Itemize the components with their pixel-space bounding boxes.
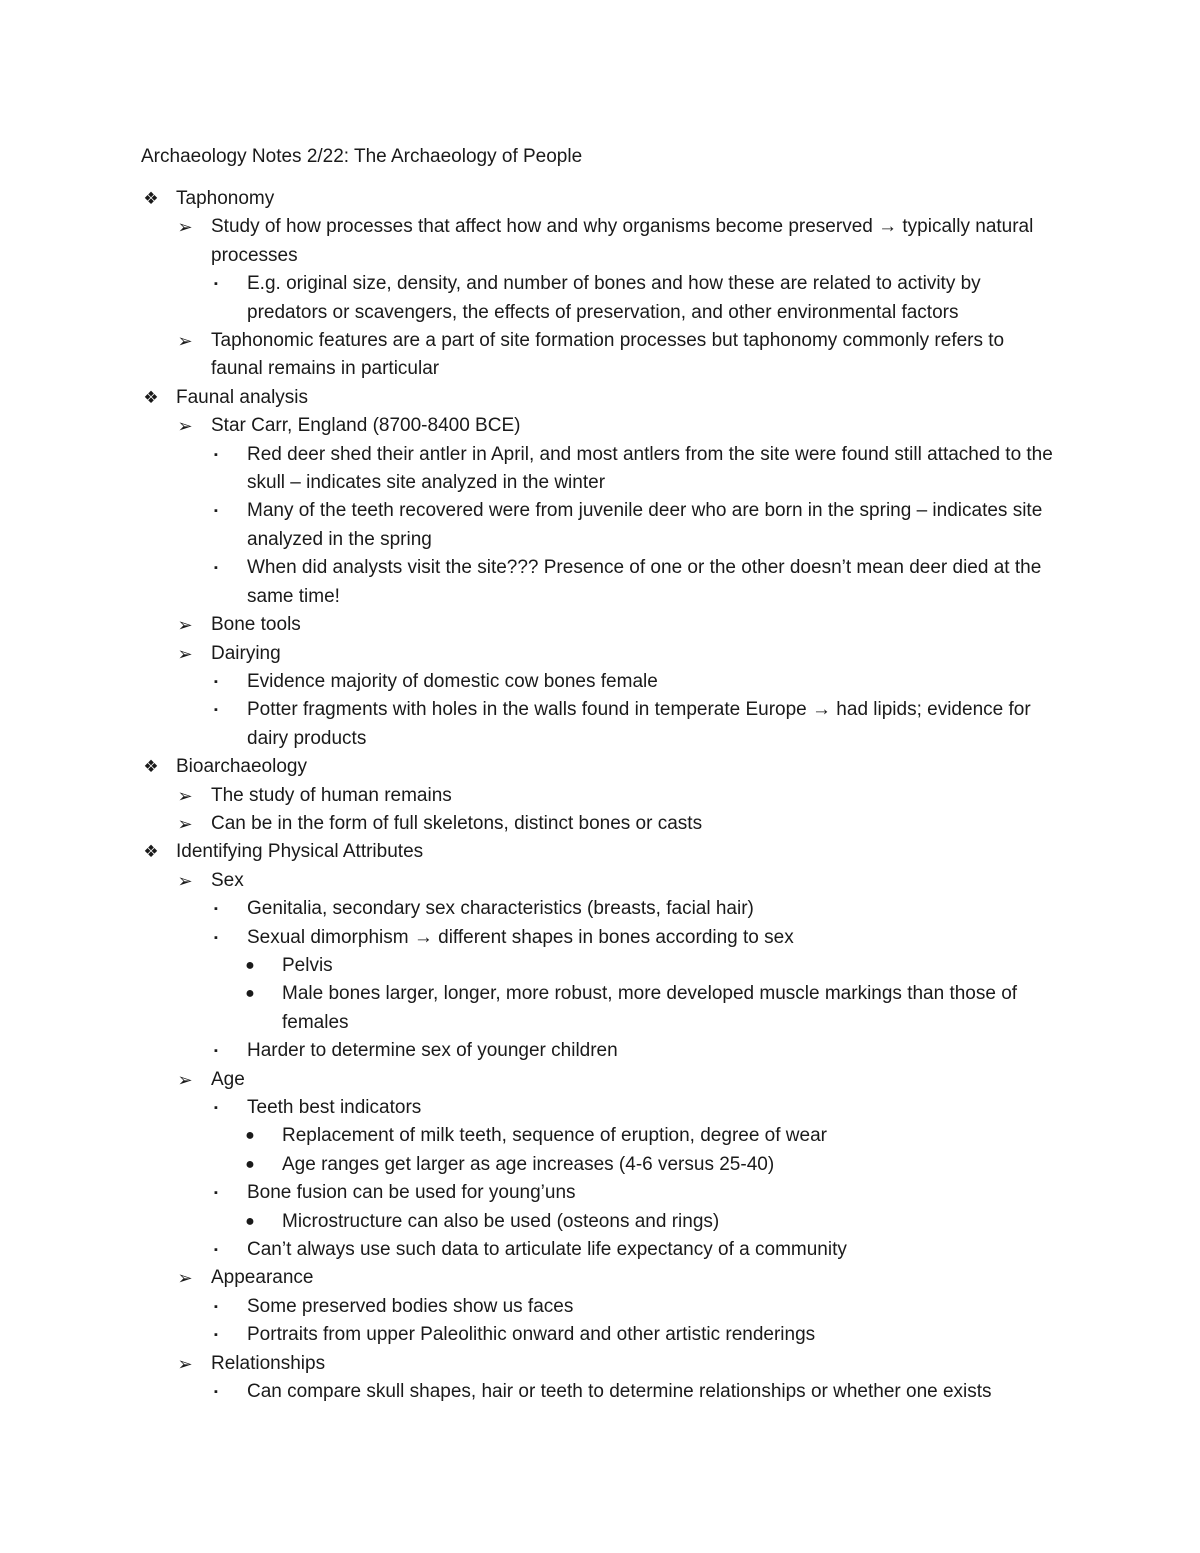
outline-item-text: When did analysts visit the site??? Presence of one or the other doesn’t mean deer died at the same time! bbox=[247, 557, 1042, 607]
square-bullet-icon: ▪ bbox=[214, 562, 218, 575]
outline-item-text: Sexual dimorphism → different shapes in bones according to sex bbox=[247, 926, 794, 948]
outline-item-level-4 bbox=[0, 1151, 1060, 1179]
outline-item-text: Bone fusion can be used for young’uns bbox=[247, 1182, 576, 1204]
outline-item-text: Can be in the form of full skeletons, distinct bones or casts bbox=[211, 812, 703, 834]
round-bullet-icon: ● bbox=[245, 1155, 255, 1173]
outline-item-text: Age ranges get larger as age increases (4-6 versus 25-40) bbox=[282, 1153, 775, 1175]
outline-item-text: Red deer shed their antler in April, and most antlers from the site were found still attached to the skull – indicates site analyzed in the winter bbox=[247, 443, 1053, 494]
outline-item-level-2 bbox=[0, 1264, 1060, 1292]
outline-item-text: Teeth best indicators bbox=[247, 1097, 422, 1118]
square-bullet-icon: ▪ bbox=[214, 1244, 218, 1257]
outline-item-text: Bone tools bbox=[211, 614, 301, 636]
outline-item-level-2 bbox=[0, 1066, 1060, 1094]
outline-item-level-3 bbox=[0, 1321, 1060, 1349]
notes-outline bbox=[0, 185, 1200, 1406]
outline-item-level-2 bbox=[0, 640, 1060, 668]
outline-item-level-2 bbox=[0, 782, 1060, 810]
outline-item-text: Potter fragments with holes in the walls found in temperate Europe → had lipids; evidence for dairy products bbox=[247, 699, 1031, 749]
outline-item-text: Can compare skull shapes, hair or teeth to determine relationships or whether one exists bbox=[247, 1381, 992, 1403]
outline-item-text: Harder to determine sex of younger children bbox=[247, 1040, 618, 1062]
outline-item-text: Relationships bbox=[211, 1352, 326, 1374]
square-bullet-icon: ▪ bbox=[214, 1386, 218, 1399]
outline-item-text: Pelvis bbox=[282, 954, 333, 976]
outline-item-level-3 bbox=[0, 270, 1060, 327]
outline-item-text: Genitalia, secondary sex characteristics (breasts, facial hair) bbox=[247, 898, 754, 920]
outline-item-level-3 bbox=[0, 895, 1060, 923]
outline-item-text: Male bones larger, longer, more robust, more developed muscle markings than those of females bbox=[282, 983, 1018, 1033]
outline-item-text: Microstructure can also be used (osteons and rings) bbox=[282, 1210, 720, 1232]
outline-item-level-1 bbox=[0, 185, 1200, 213]
arrow-bullet-icon: ➢ bbox=[177, 217, 193, 238]
diamond-bullet-icon: ❖ bbox=[143, 189, 159, 208]
outline-item-level-2 bbox=[0, 1350, 1060, 1378]
outline-item-text: Identifying Physical Attributes bbox=[176, 841, 424, 863]
outline-item-text: Taphonomy bbox=[176, 188, 275, 209]
outline-item-text: Evidence majority of domestic cow bones female bbox=[247, 670, 658, 692]
outline-item-text: Appearance bbox=[211, 1267, 314, 1289]
outline-item-text: Dairying bbox=[211, 642, 281, 664]
square-bullet-icon: ▪ bbox=[214, 1045, 218, 1058]
outline-item-text: The study of human remains bbox=[211, 784, 452, 806]
arrow-bullet-icon: ➢ bbox=[177, 331, 193, 352]
outline-item-text: E.g. original size, density, and number of bones and how these are related to activity by predators or scavengers, the effects of preservation, and other environmental factors bbox=[247, 273, 981, 323]
arrow-bullet-icon: ➢ bbox=[177, 1268, 193, 1289]
outline-item-level-3 bbox=[0, 497, 1060, 554]
outline-item-level-3 bbox=[0, 1179, 1060, 1207]
outline-item-level-1 bbox=[0, 384, 1200, 412]
outline-item-level-3 bbox=[0, 1037, 1060, 1065]
outline-item-text: Bioarchaeology bbox=[176, 756, 307, 778]
square-bullet-icon: ▪ bbox=[214, 1300, 218, 1313]
outline-item-level-3 bbox=[0, 668, 1060, 696]
outline-item-level-4 bbox=[0, 952, 1060, 980]
arrow-bullet-icon: ➢ bbox=[177, 870, 193, 891]
outline-item-text: Faunal analysis bbox=[176, 386, 309, 408]
outline-item-level-1 bbox=[0, 753, 1200, 781]
outline-item-level-3 bbox=[0, 924, 1060, 952]
outline-item-level-2 bbox=[0, 810, 1060, 838]
outline-item-level-3 bbox=[0, 1236, 1060, 1264]
diamond-bullet-icon: ❖ bbox=[143, 387, 159, 407]
square-bullet-icon: ▪ bbox=[214, 903, 218, 916]
outline-item-text: Study of how processes that affect how and why organisms become preserved → typically natural processes bbox=[211, 216, 1034, 266]
square-bullet-icon: ▪ bbox=[214, 704, 218, 717]
outline-item-text: Star Carr, England (8700-8400 BCE) bbox=[211, 415, 521, 437]
document-title: Archaeology Notes 2/22: The Archaeology of People bbox=[141, 146, 583, 167]
outline-item-text: Portraits from upper Paleolithic onward and other artistic renderings bbox=[247, 1324, 816, 1346]
outline-item-level-2 bbox=[0, 213, 1060, 270]
diamond-bullet-icon: ❖ bbox=[143, 842, 159, 862]
outline-item-level-4 bbox=[0, 1208, 1060, 1236]
outline-item-level-3 bbox=[0, 1293, 1060, 1321]
diamond-bullet-icon: ❖ bbox=[143, 757, 159, 777]
square-bullet-icon: ▪ bbox=[214, 1187, 218, 1200]
outline-item-text: Some preserved bodies show us faces bbox=[247, 1295, 574, 1317]
square-bullet-icon: ▪ bbox=[214, 1102, 218, 1114]
outline-item-text: Many of the teeth recovered were from juvenile deer who are born in the spring – indicates site analyzed in the spring bbox=[247, 500, 1043, 550]
round-bullet-icon: ● bbox=[245, 1127, 255, 1145]
outline-item-level-3 bbox=[0, 441, 1060, 498]
outline-item-level-3 bbox=[0, 1094, 1060, 1122]
square-bullet-icon: ▪ bbox=[214, 931, 218, 944]
arrow-bullet-icon: ➢ bbox=[177, 785, 193, 806]
square-bullet-icon: ▪ bbox=[214, 448, 218, 461]
outline-item-text: Sex bbox=[211, 869, 244, 891]
outline-item-level-1 bbox=[0, 838, 1200, 866]
arrow-bullet-icon: ➢ bbox=[177, 416, 193, 437]
outline-item-level-3 bbox=[0, 1378, 1060, 1406]
arrow-bullet-icon: ➢ bbox=[177, 1353, 193, 1374]
arrow-bullet-icon: ➢ bbox=[177, 813, 193, 834]
round-bullet-icon: ● bbox=[245, 956, 255, 974]
square-bullet-icon: ▪ bbox=[214, 1329, 218, 1342]
outline-item-text: Replacement of milk teeth, sequence of eruption, degree of wear bbox=[282, 1125, 827, 1147]
square-bullet-icon: ▪ bbox=[214, 505, 218, 518]
arrow-bullet-icon: ➢ bbox=[177, 1069, 193, 1090]
outline-item-text: Age bbox=[211, 1068, 245, 1090]
outline-item-level-4 bbox=[0, 1122, 1060, 1150]
arrow-bullet-icon: ➢ bbox=[177, 643, 193, 664]
outline-item-text: Taphonomic features are a part of site formation processes but taphonomy commonly refers to faunal remains in particular bbox=[211, 330, 1005, 380]
outline-item-level-2 bbox=[0, 327, 1060, 384]
square-bullet-icon: ▪ bbox=[214, 278, 218, 291]
outline-item-level-3 bbox=[0, 696, 1060, 753]
arrow-bullet-icon: ➢ bbox=[177, 615, 193, 636]
outline-item-text: Can’t always use such data to articulate life expectancy of a community bbox=[247, 1239, 847, 1261]
round-bullet-icon: ● bbox=[245, 1212, 255, 1230]
outline-item-level-4 bbox=[0, 980, 1060, 1037]
outline-item-level-2 bbox=[0, 611, 1060, 639]
outline-item-level-2 bbox=[0, 412, 1060, 440]
round-bullet-icon: ● bbox=[245, 985, 255, 1003]
outline-item-level-3 bbox=[0, 554, 1060, 611]
outline-item-level-2 bbox=[0, 867, 1060, 895]
square-bullet-icon: ▪ bbox=[214, 675, 218, 688]
